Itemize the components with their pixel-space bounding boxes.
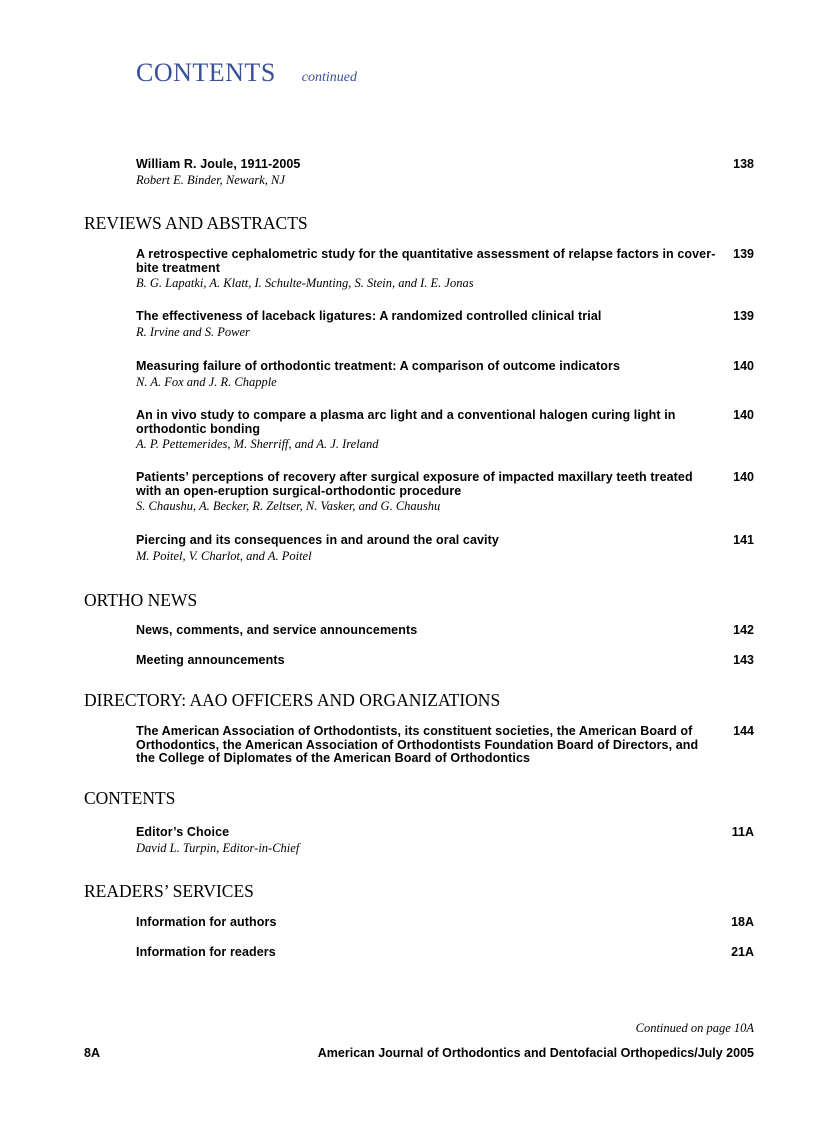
entry-page-number: 142 [733, 623, 754, 637]
entry-authors: Robert E. Binder, Newark, NJ [136, 172, 285, 187]
toc-entry[interactable] [136, 826, 756, 856]
entry-page-number: 140 [733, 408, 754, 422]
entry-page-number: 141 [733, 533, 754, 547]
page-title: CONTENTS [136, 58, 276, 87]
entry-authors: M. Poitel, V. Charlot, and A. Poitel [136, 548, 312, 563]
entry-page-number: 140 [733, 359, 754, 373]
section-heading-directory: DIRECTORY: AAO OFFICERS AND ORGANIZATIONS [84, 690, 501, 710]
toc-entry[interactable] [136, 248, 756, 291]
entry-title: Editor’s Choice [136, 825, 230, 839]
continued-label: continued [301, 70, 357, 85]
entry-title: Measuring failure of orthodontic treatment: A comparison of outcome indicators [136, 359, 620, 373]
continued-note[interactable]: Continued on page 10A [635, 1021, 754, 1035]
toc-entry[interactable] [136, 409, 756, 452]
toc-entry[interactable] [136, 946, 756, 960]
entry-page-number: 140 [733, 470, 754, 484]
entry-page-number: 21A [731, 945, 754, 959]
toc-entry[interactable] [136, 916, 756, 930]
toc-entry[interactable] [136, 158, 756, 188]
entry-title: The effectiveness of laceback ligatures: A randomized controlled clinical trial [136, 309, 602, 323]
entry-title: Piercing and its consequences in and around the oral cavity [136, 533, 499, 547]
entry-authors: David L. Turpin, Editor-in-Chief [136, 840, 300, 855]
entry-page-number: 18A [731, 915, 754, 929]
toc-entry[interactable] [136, 654, 756, 668]
entry-title: A retrospective cephalometric study for the quantitative assessment of relapse factors in cover-bite treatment [136, 247, 716, 275]
entry-page-number: 143 [733, 653, 754, 667]
entry-title: The American Association of Orthodontists, its constituent societies, the American Board of Orthodontics, the American Association of Orthodontists Foundation Board of Directors, and the College of Diplomates of the American Board of Orthodontics [136, 724, 699, 765]
page-header [136, 58, 357, 88]
entry-title: An in vivo study to compare a plasma arc light and a conventional halogen curing light in orthodontic bonding [136, 408, 676, 436]
footer-journal-title: American Journal of Orthodontics and Dentofacial Orthopedics/July 2005 [317, 1046, 754, 1060]
entry-page-number: 144 [733, 724, 754, 738]
entry-authors: B. G. Lapatki, A. Klatt, I. Schulte-Munting, S. Stein, and I. E. Jonas [136, 276, 474, 290]
entry-title: Information for authors [136, 915, 277, 929]
toc-entry[interactable] [136, 534, 756, 564]
entry-title: Patients’ perceptions of recovery after surgical exposure of impacted maxillary teeth treated with an open-eruption surgical-orthodontic procedure [136, 470, 693, 498]
toc-entry[interactable] [136, 624, 756, 638]
entry-page-number: 11A [731, 825, 754, 839]
section-heading-readers-services: READERS’ SERVICES [84, 881, 254, 901]
entry-page-number: 138 [733, 157, 754, 171]
toc-entry[interactable] [136, 471, 756, 514]
toc-entry[interactable] [136, 360, 756, 390]
entry-title: Information for readers [136, 945, 276, 959]
entry-authors: S. Chaushu, A. Becker, R. Zeltser, N. Vasker, and G. Chaushu [136, 499, 441, 513]
entry-page-number: 139 [733, 309, 754, 323]
entry-authors: A. P. Pettemerides, M. Sherriff, and A. J. Ireland [136, 437, 379, 451]
entry-title: Meeting announcements [136, 653, 285, 667]
entry-title: News, comments, and service announcements [136, 623, 418, 637]
section-heading-contents: CONTENTS [84, 788, 176, 808]
entry-authors: R. Irvine and S. Power [136, 324, 250, 339]
section-heading-ortho-news: ORTHO NEWS [84, 590, 198, 610]
footer-page-number: 8A [84, 1046, 100, 1060]
entry-authors: N. A. Fox and J. R. Chapple [136, 374, 277, 389]
entry-title: William R. Joule, 1911-2005 [136, 157, 301, 171]
section-heading-reviews-and-abstracts: REVIEWS AND ABSTRACTS [84, 213, 308, 233]
toc-entry[interactable] [136, 725, 756, 766]
entry-page-number: 139 [733, 247, 754, 261]
toc-entry[interactable] [136, 310, 756, 340]
